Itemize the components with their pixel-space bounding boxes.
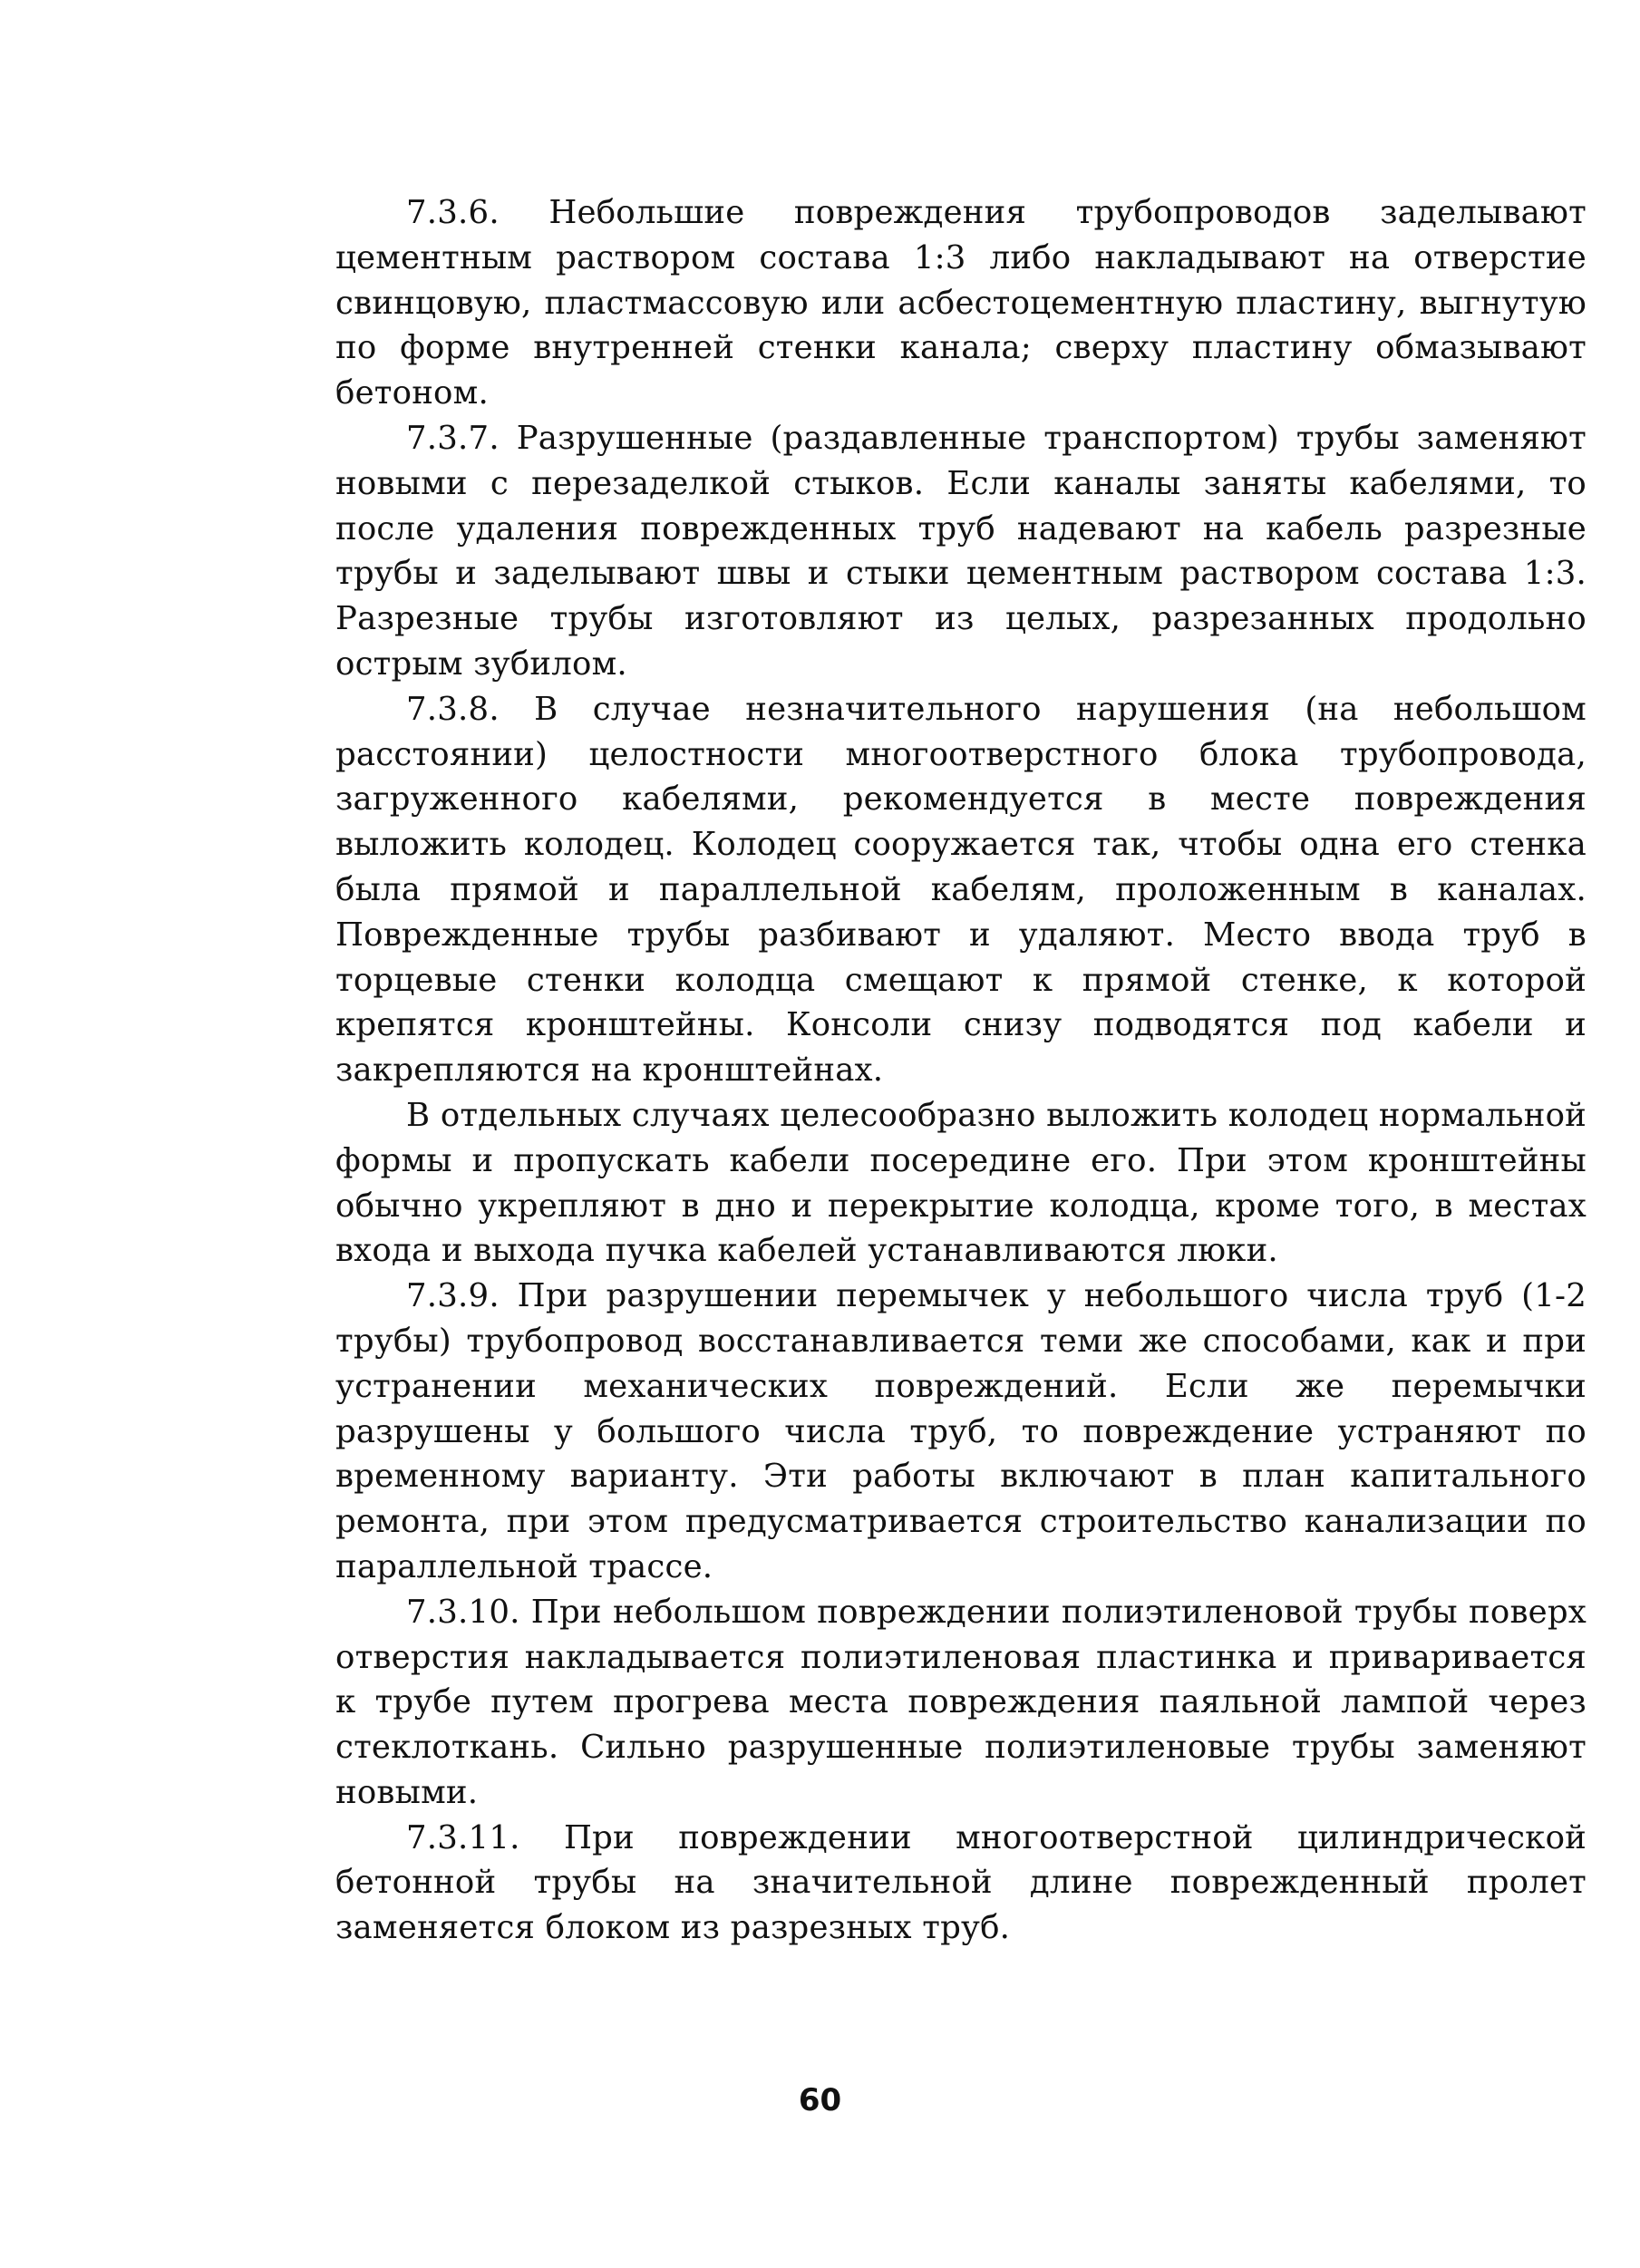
body-text xyxy=(335,190,1587,1951)
paragraph-7-3-6: 7.3.6. Небольшие повреждения трубопроводов заделывают цементным раствором состава 1:3 либо накладывают на отверстие свинцовую, пластмассовую или асбестоцементную пластину, выгнутую по форме внутренней стенки канала; сверху пластину обмазывают бетоном. xyxy=(335,194,1587,412)
paragraph-7-3-8: 7.3.8. В случае незначительного нарушения (на небольшом расстоянии) целостности многоотверстного блока трубопровода, загруженного кабелями, рекомендуется в месте повреждения выложить колодец. Колодец сооружается так, чтобы одна его стенка была прямой и параллельной кабелям, проложенным в каналах. Поврежденные трубы разбивают и удаляют. Место ввода труб в торцевые стенки колодца смещают к прямой стенке, к которой крепятся кронштейны. Консоли снизу подводятся под кабели и закрепляются на кронштейнах. xyxy=(335,690,1587,1090)
paragraph-7-3-10: 7.3.10. При небольшом повреждении полиэтиленовой трубы поверх отверстия накладывается полиэтиленовая пластинка и приваривается к трубе путем прогрева места повреждения паяльной лампой через стеклоткань. Сильно разрушенные полиэтиленовые трубы заменяют новыми. xyxy=(335,1593,1587,1811)
page-number: 60 xyxy=(798,2082,842,2118)
paragraph-7-3-7: 7.3.7. Разрушенные (раздавленные транспортом) трубы заменяют новыми с перезаделкой стыков. Если каналы заняты кабелями, то после удаления поврежденных труб надевают на кабель разрезные трубы и заделывают швы и стыки цементным раствором состава 1:3. Разрезные трубы изготовляют из целых, разрезанных продольно острым зубилом. xyxy=(335,419,1587,683)
paragraph-7-3-8-continued: В отдельных случаях целесообразно выложить колодец нормальной формы и пропускать кабели посередине его. При этом кронштейны обычно укрепляют в дно и перекрытие колодца, кроме того, в местах входа и выхода пучка кабелей устанавливаются люки. xyxy=(335,1096,1587,1270)
paragraph-7-3-9: 7.3.9. При разрушении перемычек у небольшого числа труб (1-2 трубы) трубопровод восстанавливается теми же способами, как и при устранении механических повреждений. Если же перемычки разрушены у большого числа труб, то повреждение устраняют по временному варианту. Эти работы включают в план капитального ремонта, при этом предусматривается строительство канализации по параллельной трассе. xyxy=(335,1277,1587,1585)
paragraph-7-3-11: 7.3.11. При повреждении многоотверстной цилиндрической бетонной трубы на значительной длине поврежденный пролет заменяется блоком из разрезных труб. xyxy=(335,1818,1587,1947)
